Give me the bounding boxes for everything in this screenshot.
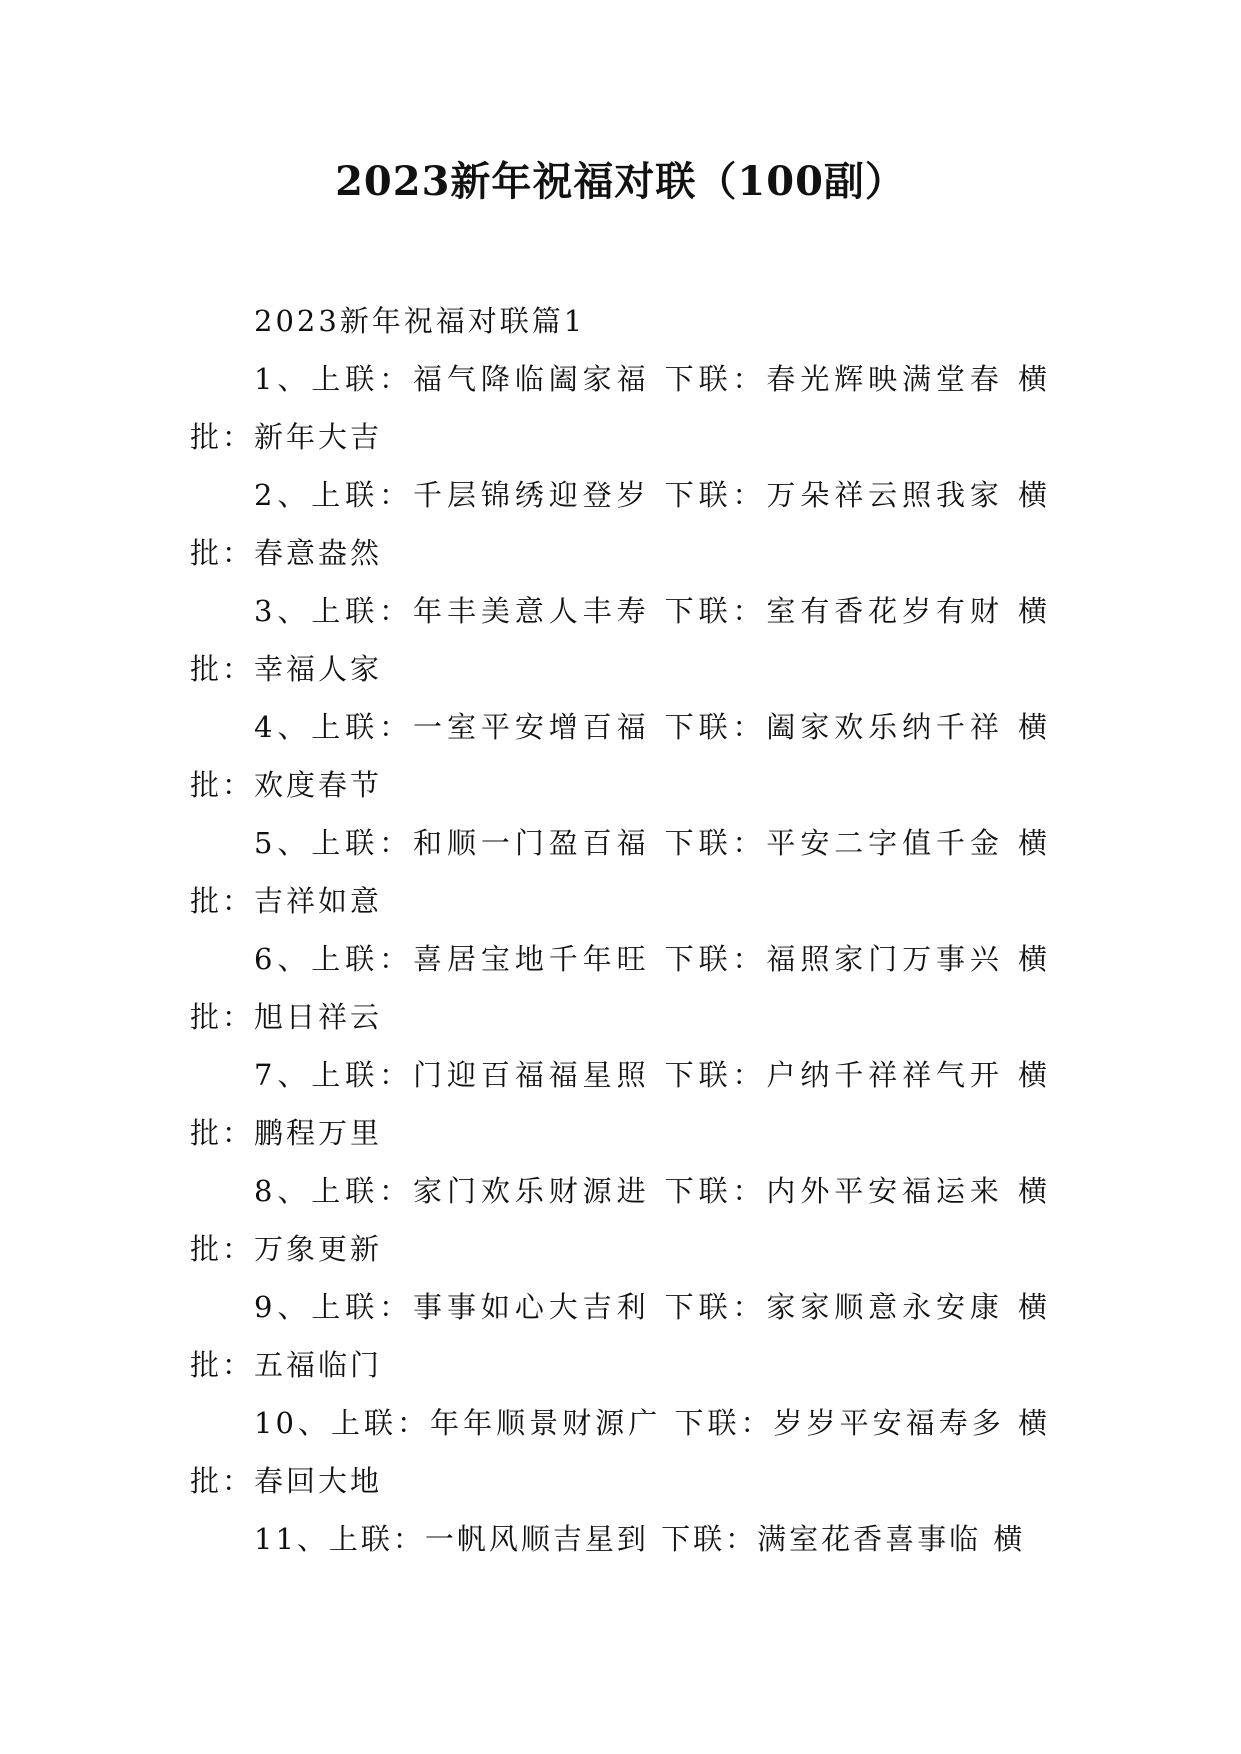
couplet-paragraph: 7、上联：门迎百福福星照 下联：户纳千祥祥气开 横批：鹏程万里 [190, 1058, 1050, 1150]
couplet-paragraph: 10、上联：年年顺景财源广 下联：岁岁平安福寿多 横批：春回大地 [190, 1406, 1050, 1498]
couplet-paragraph: 1、上联：福气降临阖家福 下联：春光辉映满堂春 横批：新年大吉 [190, 362, 1050, 454]
couplet-paragraph: 3、上联：年丰美意人丰寿 下联：室有香花岁有财 横批：幸福人家 [190, 594, 1050, 686]
couplet-paragraph: 5、上联：和顺一门盈百福 下联：平安二字值千金 横批：吉祥如意 [190, 826, 1050, 918]
couplet-paragraph: 2、上联：千层锦绣迎登岁 下联：万朵祥云照我家 横批：春意盎然 [190, 478, 1050, 570]
document-body [190, 292, 1050, 1568]
couplet-paragraph: 8、上联：家门欢乐财源进 下联：内外平安福运来 横批：万象更新 [190, 1174, 1050, 1266]
couplet-paragraph: 11、上联：一帆风顺吉星到 下联：满室花香喜事临 横 [254, 1522, 1026, 1556]
document-title: 2023新年祝福对联（100副） [335, 158, 906, 205]
section-heading: 2023新年祝福对联篇1 [254, 304, 586, 338]
couplet-paragraph: 9、上联：事事如心大吉利 下联：家家顺意永安康 横批：五福临门 [190, 1290, 1050, 1382]
couplet-paragraph: 6、上联：喜居宝地千年旺 下联：福照家门万事兴 横批：旭日祥云 [190, 942, 1050, 1034]
couplet-paragraph: 4、上联：一室平安增百福 下联：阖家欢乐纳千祥 横批：欢度春节 [190, 710, 1050, 802]
